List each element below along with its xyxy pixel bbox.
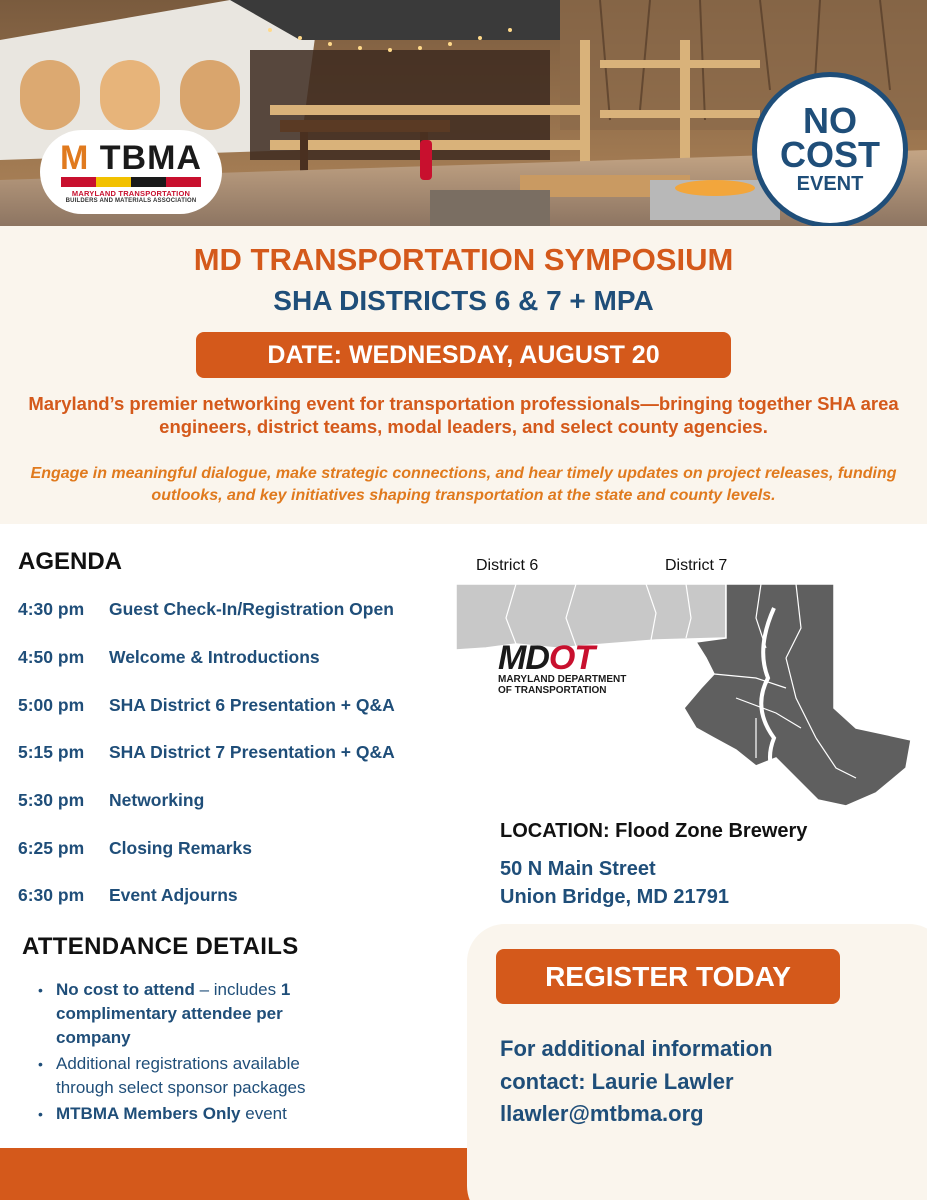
attendance-list <box>38 978 358 1128</box>
mdot-logo-line2: OF TRANSPORTATION <box>498 685 607 696</box>
header-band <box>0 226 927 524</box>
mtbma-logo-line1: MARYLAND TRANSPORTATION <box>71 188 191 198</box>
agenda-time: 5:30 pm <box>18 790 85 810</box>
agenda-item <box>18 647 320 668</box>
list-item <box>38 1052 358 1100</box>
mdot-logo-right: OT <box>548 639 595 677</box>
no-cost-badge <box>752 72 908 228</box>
attendance-item-1-text: – includes <box>194 980 281 999</box>
agenda-item <box>18 790 204 811</box>
mdot-logo-line1: MARYLAND DEPARTMENT <box>498 674 627 685</box>
mdot-logo-wordmark <box>498 639 626 677</box>
agenda-item <box>18 885 238 906</box>
page-subtitle: SHA DISTRICTS 6 & 7 + MPA <box>273 285 654 316</box>
no-cost-badge-line3: EVENT <box>796 173 864 195</box>
agenda-label: Guest Check-In/Registration Open <box>109 599 394 619</box>
contact-line-2: contact: Laurie Lawler <box>500 1069 734 1094</box>
list-item <box>38 978 358 1050</box>
agenda-label: Event Adjourns <box>109 885 238 905</box>
attendance-item-2-text: Additional registrations available through select sponsor packages <box>56 1054 306 1097</box>
agenda-item <box>18 838 252 859</box>
agenda-time: 4:50 pm <box>18 647 85 667</box>
mdot-logo <box>498 639 627 696</box>
agenda-label: SHA District 7 Presentation + Q&A <box>109 742 395 762</box>
mtbma-logo-line2: BUILDERS AND MATERIALS ASSOCIATION <box>65 197 197 204</box>
attendance-item-3-text: event <box>240 1104 287 1123</box>
location-heading: LOCATION: Flood Zone Brewery <box>500 820 808 842</box>
location-street: 50 N Main Street <box>500 858 656 880</box>
mtbma-logo-word: M <box>60 138 90 177</box>
agenda-item <box>18 599 394 620</box>
attendance-item-1-bold: No cost to attend <box>56 980 195 999</box>
list-item <box>38 1102 358 1126</box>
no-cost-badge-line2: COST <box>779 134 880 175</box>
agenda-label: SHA District 6 Presentation + Q&A <box>109 695 395 715</box>
no-cost-badge-line1: NO <box>803 100 857 141</box>
event-description-italic: Engage in meaningful dialogue, make strategic connections, and hear timely updates on project releases, funding outlooks, and key initiatives shaping transportation at the state and county levels. <box>30 465 897 504</box>
mtbma-logo-word-rest: TBMA <box>99 138 202 177</box>
agenda-label: Closing Remarks <box>109 838 252 858</box>
location-city: Union Bridge, MD 21791 <box>500 886 729 908</box>
agenda-time: 5:00 pm <box>18 695 85 715</box>
register-button[interactable]: REGISTER TODAY <box>496 949 840 1004</box>
event-description: Maryland’s premier networking event for transportation professionals—bringing together SHA area engineers, district teams, modal leaders, and select county agencies. <box>28 393 899 437</box>
agenda-time: 5:15 pm <box>18 742 85 762</box>
mtbma-logo-wordmark <box>60 138 202 177</box>
district-7-label: District 7 <box>665 557 728 574</box>
mdot-logo-left: MD <box>498 639 549 677</box>
agenda-heading: AGENDA <box>18 548 123 575</box>
agenda-item <box>18 742 395 763</box>
agenda-item <box>18 695 395 716</box>
district-6-label: District 6 <box>476 557 539 574</box>
page-title: MD TRANSPORTATION SYMPOSIUM <box>193 242 734 277</box>
contact-line-1: For additional information <box>500 1036 773 1061</box>
attendance-heading: ATTENDANCE DETAILS <box>22 933 299 960</box>
maryland-flag-band <box>61 177 201 187</box>
mtbma-logo <box>40 130 222 214</box>
agenda-label: Networking <box>109 790 205 810</box>
attendance-item-1-bold2: 1 complimentary attendee per company <box>56 980 291 1047</box>
agenda-time: 6:30 pm <box>18 885 85 905</box>
agenda-label: Welcome & Introductions <box>109 647 320 667</box>
maryland-district-map <box>456 578 916 833</box>
attendance-item-3-bold: MTBMA Members Only <box>56 1104 241 1123</box>
agenda-time: 6:25 pm <box>18 838 85 858</box>
event-date: DATE: WEDNESDAY, AUGUST 20 <box>196 332 731 378</box>
contact-email[interactable]: llawler@mtbma.org <box>500 1101 704 1126</box>
agenda-time: 4:30 pm <box>18 599 85 619</box>
